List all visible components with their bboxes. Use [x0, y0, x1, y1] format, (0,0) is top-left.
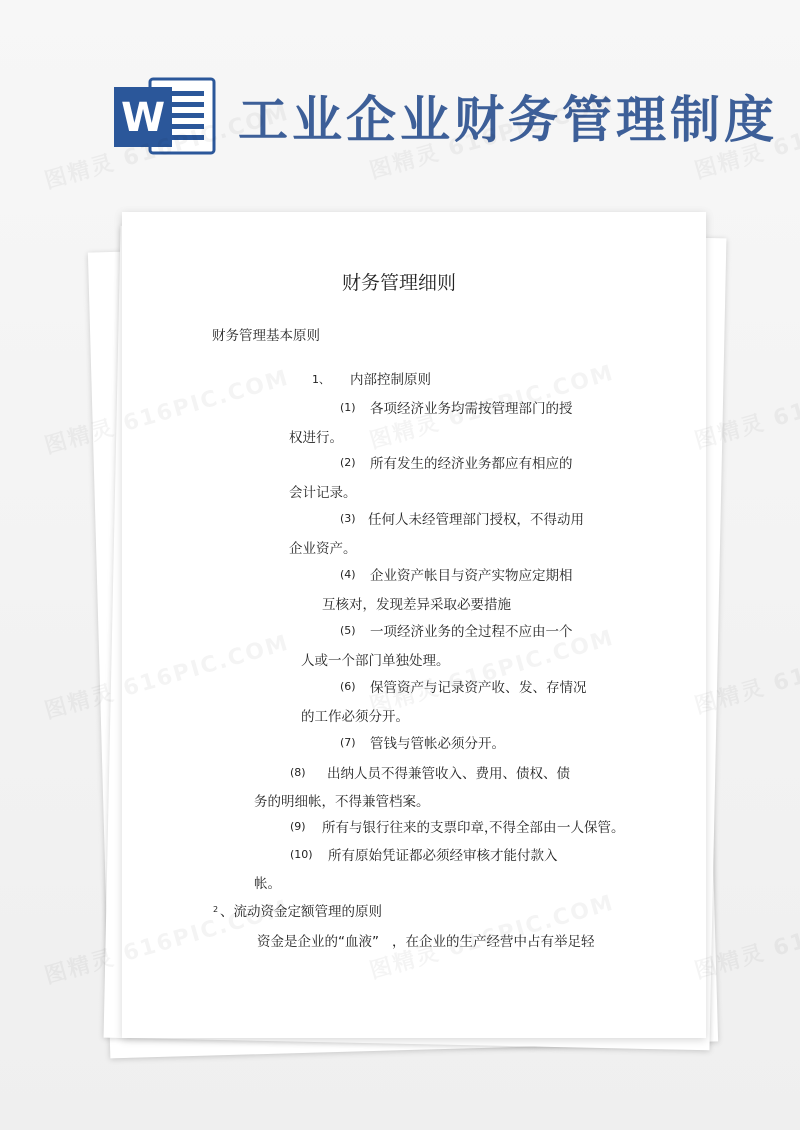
item-number: (8)	[290, 766, 306, 779]
item-number: (1)	[340, 401, 356, 414]
heading-number: 2	[213, 905, 219, 914]
item-line: 保管资产与记录资产收、	[370, 680, 519, 696]
item-line: 会计记录。	[289, 485, 357, 501]
item-line: 人或一个部门单独处理。	[301, 653, 450, 669]
item-line: 一人保管。	[557, 820, 625, 836]
item-line: 所有原始凭证都必须经审核才能付款入	[328, 848, 558, 864]
item-line: 务的明细帐，不得兼管档案。	[254, 794, 430, 810]
item-number: (5)	[340, 624, 356, 637]
item-line: 出纳人员不得兼管收入、费用、债权、债	[327, 766, 570, 782]
item-line: 一项经济业务的全过程不应由一个	[370, 624, 573, 640]
item-line: 的工作必须分开。	[301, 709, 409, 725]
item-number: (4)	[340, 568, 356, 581]
item-number: (10)	[290, 848, 313, 861]
item-line: 互核对，发现差异采取必要措施	[322, 597, 511, 613]
item-line: 发、存情况	[519, 680, 587, 696]
item-line: 企业资产帐目与资产实物应定期相	[370, 568, 573, 584]
item-line: 不得动用	[530, 512, 584, 528]
section-heading: 财务管理基本原则	[212, 328, 320, 344]
subsection-heading: 内部控制原则	[350, 372, 431, 388]
item-number: (3)	[340, 512, 356, 525]
item-number: (7)	[340, 736, 356, 749]
item-line: 权进行。	[289, 430, 343, 446]
item-number: (9)	[290, 820, 306, 833]
item-line: 帐。	[254, 876, 281, 892]
item-number: (6)	[340, 680, 356, 693]
item-line: 不得全部由	[489, 820, 557, 836]
item-line: 所有与银行往来的支票印章，	[322, 820, 498, 836]
logo-letter: W	[120, 95, 166, 141]
item-line: 各项经济业务均需按管理部门的授	[370, 401, 573, 417]
item-number: (2)	[340, 456, 356, 469]
paragraph-line: 资金是企业的“血液”	[257, 934, 379, 950]
heading-number: 1、	[312, 373, 330, 386]
item-line: 企业资产。	[289, 541, 357, 557]
item-line: 所有发生的经济业务都应有相应的	[370, 456, 573, 472]
document-title: 财务管理细则	[342, 272, 457, 294]
item-line: 管钱与管帐必须分开。	[370, 736, 505, 752]
paragraph-line: ，在企业的生产经营中占有举足轻	[392, 934, 595, 950]
banner-title: 工业企业财务管理制度	[238, 90, 778, 149]
item-line: 任何人未经管理部门授权，	[368, 512, 530, 528]
subsection-heading: 、流动资金定额管理的原则	[220, 904, 382, 920]
